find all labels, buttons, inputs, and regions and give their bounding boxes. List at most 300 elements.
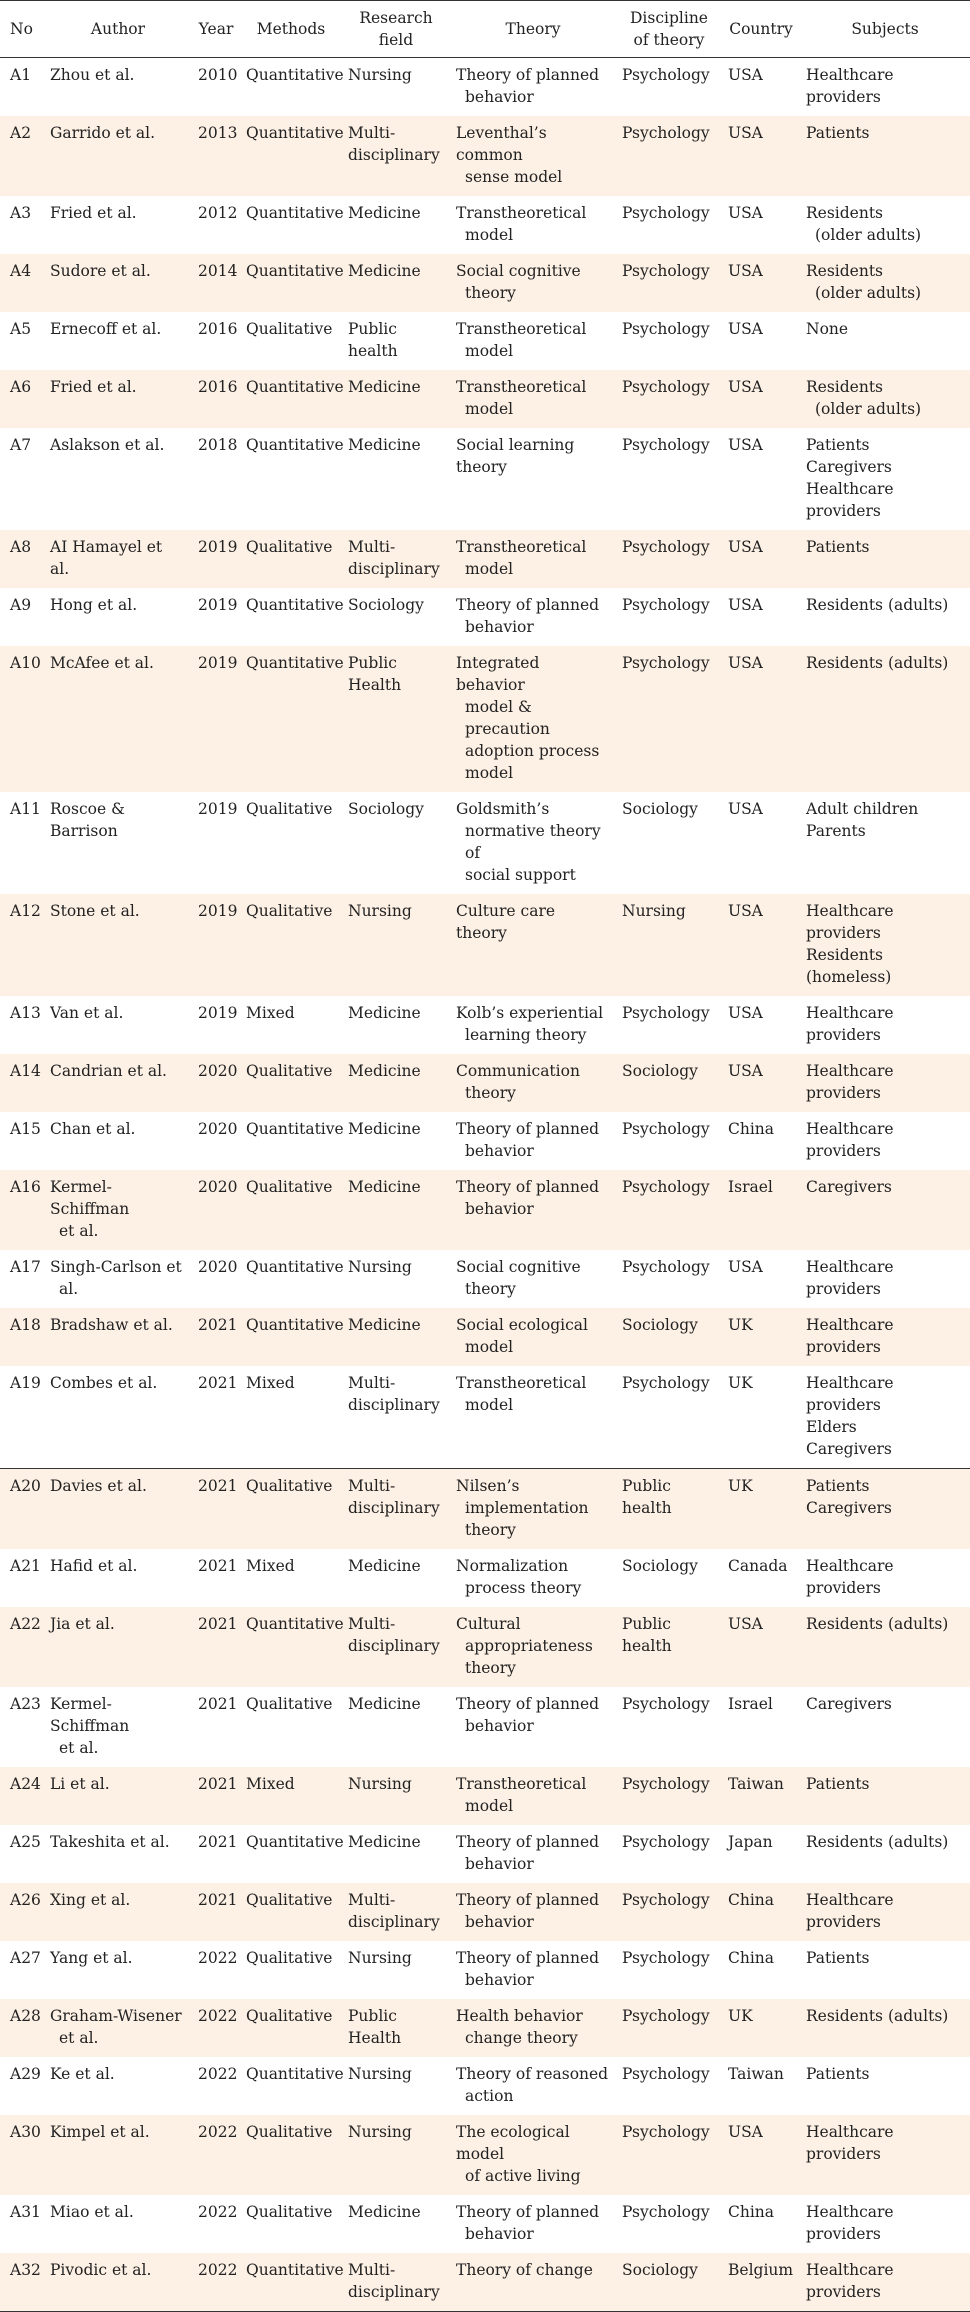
cell-research-field-line: Medicine (348, 1120, 421, 1138)
cell-research-field-line: Medicine (348, 204, 421, 222)
cell-subjects (800, 1366, 970, 1469)
cell-subjects-line: Healthcare providers (806, 1120, 894, 1160)
cell-theory-line: model (465, 226, 514, 244)
cell-year: 2020 (198, 1258, 238, 1276)
cell-discipline: Psychology (622, 596, 710, 614)
cell-author (44, 1941, 192, 1999)
cell-subjects-line: Parents (806, 822, 866, 840)
cell-methods: Qualitative (240, 530, 342, 588)
cell-research-field (342, 1469, 450, 1550)
cell-theory (450, 1469, 616, 1550)
cell-research-field-line: disciplinary (348, 1396, 440, 1414)
cell-research-field (342, 1549, 450, 1607)
cell-country: USA (728, 800, 763, 818)
cell-theory (450, 2057, 616, 2115)
cell-subjects-line: Healthcare providers (806, 2123, 894, 2163)
cell-theory-line: theory (465, 1280, 516, 1298)
cell-methods: Mixed (246, 1557, 295, 1575)
cell-author-line: Zhou et al. (50, 66, 135, 84)
cell-research-field (342, 530, 450, 588)
cell-subjects-line: Residents (homeless) (806, 946, 892, 986)
cell-research-field-line: Multi- (348, 538, 396, 556)
cell-methods: Mixed (240, 1767, 342, 1825)
cell-discipline: Psychology (616, 2115, 722, 2195)
cell-theory-line: model & precaution (465, 698, 550, 738)
cell-year: 2021 (198, 1695, 238, 1713)
cell-methods: Quantitative (246, 1833, 344, 1851)
cell-research-field-line: Medicine (348, 2203, 421, 2221)
cell-research-field-line: Public (348, 654, 397, 672)
cell-country: Israel (722, 1170, 800, 1250)
table-row (0, 58, 970, 117)
cell-research-field-line: Nursing (348, 1775, 412, 1793)
cell-author-line: Fried et al. (50, 378, 137, 396)
cell-subjects-line: Healthcare providers (806, 480, 894, 520)
cell-year: 2021 (192, 1469, 240, 1550)
cell-theory-line: The ecological model (456, 2123, 570, 2163)
cell-no: A5 (10, 320, 32, 338)
cell-theory-line: Transtheoretical (456, 320, 587, 338)
cell-year: 2021 (192, 1767, 240, 1825)
cell-theory-line: Transtheoretical (456, 204, 587, 222)
table-row (0, 1170, 970, 1250)
cell-discipline: Nursing (616, 894, 722, 996)
cell-subjects-line: Healthcare providers (806, 1258, 894, 1298)
cell-research-field (342, 996, 450, 1054)
cell-theory (450, 1883, 616, 1941)
cell-research-field (342, 2115, 450, 2195)
cell-no: A29 (10, 2065, 41, 2083)
cell-year: 2016 (198, 320, 238, 338)
cell-theory-line: Theory of planned (456, 2203, 600, 2221)
cell-subjects-line: Healthcare providers (806, 1374, 894, 1414)
cell-author-line: Pivodic et al. (50, 2261, 152, 2279)
table-body (0, 58, 970, 2312)
cell-discipline: Psychology (622, 1833, 710, 1851)
cell-subjects (800, 1549, 970, 1607)
cell-methods: Quantitative (240, 646, 342, 792)
cell-no: A18 (0, 1308, 44, 1366)
header-row (0, 1, 970, 58)
cell-subjects (800, 1687, 970, 1767)
header-discipline: Discipline of theory (616, 1, 722, 58)
cell-author (44, 2253, 192, 2312)
cell-no: A21 (10, 1557, 41, 1575)
cell-theory-line: model (465, 560, 514, 578)
cell-methods: Quantitative (240, 2253, 342, 2312)
cell-theory (450, 196, 616, 254)
cell-author-line: Stone et al. (50, 902, 140, 920)
cell-year: 2022 (198, 1949, 238, 1967)
cell-subjects (800, 1607, 970, 1687)
cell-research-field (342, 1308, 450, 1366)
cell-theory-line: Theory of planned (456, 1695, 600, 1713)
cell-research-field-line: Multi- (348, 1615, 396, 1633)
cell-discipline: Sociology (616, 2253, 722, 2312)
cell-no: A15 (10, 1120, 41, 1138)
cell-subjects (800, 792, 970, 894)
cell-theory-line: Transtheoretical (456, 378, 587, 396)
table-row (0, 588, 970, 646)
table-row (0, 428, 970, 530)
cell-methods: Qualitative (240, 1883, 342, 1941)
table-row (0, 196, 970, 254)
cell-research-field (342, 196, 450, 254)
cell-no: A4 (0, 254, 44, 312)
cell-methods: Qualitative (246, 1949, 333, 1967)
cell-author-line: Davies et al. (50, 1477, 147, 1495)
cell-theory-line: theory (465, 1084, 516, 1102)
cell-country: UK (722, 1469, 800, 1550)
cell-subjects (800, 588, 970, 646)
table-row (0, 116, 970, 196)
cell-author-line: Yang et al. (50, 1949, 133, 1967)
cell-discipline: Psychology (616, 1999, 722, 2057)
cell-country: Israel (728, 1695, 773, 1713)
cell-theory-line: Theory of planned (456, 596, 600, 614)
cell-discipline: Psychology (622, 66, 710, 84)
cell-subjects-line: Patients (806, 436, 870, 454)
cell-research-field-line: Health (348, 2029, 402, 2047)
cell-theory-line: behavior (465, 1200, 534, 1218)
cell-no: A23 (10, 1695, 41, 1713)
cell-discipline: Psychology (616, 370, 722, 428)
cell-theory-line: change theory (465, 2029, 578, 2047)
table-row (0, 1767, 970, 1825)
cell-year: 2022 (198, 2203, 238, 2221)
cell-no: A31 (10, 2203, 41, 2221)
cell-author (44, 792, 192, 894)
cell-subjects (800, 996, 970, 1054)
cell-country: USA (722, 1607, 800, 1687)
cell-year: 2016 (192, 370, 240, 428)
cell-discipline: Psychology (622, 436, 710, 454)
cell-theory-line: Goldsmith’s (456, 800, 550, 818)
cell-author-line: Roscoe & Barrison (50, 800, 125, 840)
table-row (0, 1308, 970, 1366)
cell-country: UK (722, 1999, 800, 2057)
table-row (0, 792, 970, 894)
cell-author-line: Ke et al. (50, 2065, 115, 2083)
cell-subjects (800, 312, 970, 370)
cell-research-field-line: Nursing (348, 66, 412, 84)
table-row (0, 1112, 970, 1170)
cell-theory (450, 370, 616, 428)
cell-theory-line: Theory of planned (456, 1891, 600, 1909)
cell-research-field (342, 2253, 450, 2312)
cell-discipline: Sociology (622, 800, 698, 818)
cell-subjects (800, 2057, 970, 2115)
cell-no: A11 (10, 800, 41, 818)
cell-subjects (800, 1825, 970, 1883)
cell-year: 2012 (198, 204, 238, 222)
cell-research-field-line: Multi- (348, 1891, 396, 1909)
cell-methods: Quantitative (240, 370, 342, 428)
cell-research-field-line: Medicine (348, 436, 421, 454)
table-row (0, 1825, 970, 1883)
cell-research-field (342, 1825, 450, 1883)
cell-theory (450, 116, 616, 196)
table-row (0, 2195, 970, 2253)
cell-subjects-line: Elders (806, 1418, 857, 1436)
cell-subjects-line: Healthcare providers (806, 2203, 894, 2243)
cell-theory (450, 530, 616, 588)
cell-country: China (728, 1949, 775, 1967)
cell-theory-line: behavior (465, 88, 534, 106)
cell-discipline: Sociology (622, 1557, 698, 1575)
cell-author (44, 1607, 192, 1687)
cell-country: Japan (728, 1833, 773, 1851)
cell-methods: Quantitative (246, 2065, 344, 2083)
cell-author-line: al. (59, 1280, 79, 1298)
cell-country: USA (728, 1258, 763, 1276)
cell-theory-line: sense model (465, 168, 563, 186)
cell-methods: Qualitative (240, 2115, 342, 2195)
cell-year: 2019 (198, 800, 238, 818)
table-row (0, 312, 970, 370)
cell-methods: Quantitative (240, 254, 342, 312)
cell-author-line: Takeshita et al. (50, 1833, 170, 1851)
cell-author (44, 1687, 192, 1767)
cell-theory-line: Integrated behavior (456, 654, 540, 694)
cell-author-line: Jia et al. (50, 1615, 115, 1633)
cell-discipline: Psychology (622, 1695, 710, 1713)
cell-methods: Quantitative (246, 436, 344, 454)
cell-author-line: Bradshaw et al. (50, 1316, 173, 1334)
cell-research-field-line: Nursing (348, 2065, 412, 2083)
cell-methods: Quantitative (240, 1607, 342, 1687)
cell-year: 2022 (192, 2115, 240, 2195)
cell-theory-line: Kolb’s experiential (456, 1004, 604, 1022)
table-row (0, 370, 970, 428)
cell-theory (450, 2115, 616, 2195)
cell-theory (450, 1549, 616, 1607)
cell-no: A12 (0, 894, 44, 996)
cell-author (44, 254, 192, 312)
cell-country: USA (728, 436, 763, 454)
cell-subjects (800, 1469, 970, 1550)
cell-theory (450, 1112, 616, 1170)
cell-theory (450, 1308, 616, 1366)
cell-theory-line: model (465, 342, 514, 360)
cell-country: China (728, 1120, 775, 1138)
table-row (0, 254, 970, 312)
cell-research-field-line: Nursing (348, 1949, 412, 1967)
cell-research-field-line: Multi- (348, 124, 396, 142)
cell-no: A32 (0, 2253, 44, 2312)
cell-theory-line: Normalization (456, 1557, 569, 1575)
cell-research-field-line: Nursing (348, 1258, 412, 1276)
cell-year: 2021 (192, 1308, 240, 1366)
cell-subjects-line: Healthcare providers (806, 1316, 894, 1356)
cell-theory (450, 1999, 616, 2057)
cell-subjects (800, 1883, 970, 1941)
cell-subjects (800, 1250, 970, 1308)
cell-country: USA (722, 1054, 800, 1112)
cell-country: USA (728, 596, 763, 614)
cell-research-field-line: Sociology (348, 800, 424, 818)
table-row (0, 1999, 970, 2057)
cell-no: A27 (10, 1949, 41, 1967)
cell-theory (450, 2195, 616, 2253)
cell-research-field (342, 254, 450, 312)
cell-no: A10 (0, 646, 44, 792)
cell-author-line: Xing et al. (50, 1891, 131, 1909)
cell-research-field-line: Public (348, 2007, 397, 2025)
cell-author (44, 2195, 192, 2253)
cell-subjects-line: Residents (adults) (806, 2007, 949, 2025)
cell-theory (450, 1687, 616, 1767)
cell-year: 2021 (192, 1607, 240, 1687)
cell-no: A20 (0, 1469, 44, 1550)
cell-research-field (342, 1054, 450, 1112)
cell-theory-line: model (465, 1797, 514, 1815)
cell-country: UK (728, 1374, 753, 1392)
cell-discipline: Psychology (622, 2065, 710, 2083)
cell-country: USA (728, 320, 763, 338)
cell-year: 2022 (192, 1999, 240, 2057)
cell-discipline: Sociology (616, 1054, 722, 1112)
cell-theory-line: action (465, 2087, 514, 2105)
cell-research-field (342, 1941, 450, 1999)
cell-theory (450, 1767, 616, 1825)
cell-theory (450, 996, 616, 1054)
cell-no: A25 (10, 1833, 41, 1851)
table-row (0, 1883, 970, 1941)
cell-research-field (342, 1607, 450, 1687)
cell-theory-line: Nilsen’s (456, 1477, 520, 1495)
cell-author (44, 1469, 192, 1550)
cell-author (44, 370, 192, 428)
cell-research-field (342, 1112, 450, 1170)
cell-subjects (800, 2195, 970, 2253)
cell-author-line: et al. (59, 1222, 99, 1240)
cell-subjects-line: Healthcare providers (806, 1062, 894, 1102)
cell-subjects (800, 370, 970, 428)
cell-author-line: Combes et al. (50, 1374, 158, 1392)
cell-country: USA (728, 1004, 763, 1022)
table-row (0, 2057, 970, 2115)
cell-year: 2020 (192, 1054, 240, 1112)
cell-year: 2022 (192, 2253, 240, 2312)
cell-year: 2020 (198, 1120, 238, 1138)
cell-research-field-line: Medicine (348, 378, 421, 396)
cell-subjects (800, 894, 970, 996)
cell-methods: Mixed (246, 1004, 295, 1022)
cell-theory (450, 1054, 616, 1112)
header-methods: Methods (240, 1, 342, 58)
cell-methods: Quantitative (240, 1308, 342, 1366)
cell-subjects-line: Residents (adults) (806, 654, 949, 672)
cell-author-line: Kermel-Schiffman (50, 1695, 130, 1735)
cell-author-line: Miao et al. (50, 2203, 134, 2221)
cell-theory (450, 1250, 616, 1308)
cell-author (44, 1825, 192, 1883)
cell-year: 2021 (198, 1374, 238, 1392)
cell-discipline: Psychology (622, 1949, 710, 1967)
cell-theory-line: implementation (465, 1499, 589, 1517)
cell-theory-line: Communication (456, 1062, 580, 1080)
header-country: Country (722, 1, 800, 58)
cell-theory-line: model (465, 764, 514, 782)
cell-theory-line: behavior (465, 1971, 534, 1989)
cell-year: 2019 (192, 530, 240, 588)
cell-subjects (800, 254, 970, 312)
cell-research-field-line: disciplinary (348, 1913, 440, 1931)
cell-country: USA (728, 66, 763, 84)
cell-author-line: Aslakson et al. (50, 436, 165, 454)
cell-research-field-line: Health (348, 676, 402, 694)
cell-author-line: Chan et al. (50, 1120, 136, 1138)
cell-theory-line: Theory of planned (456, 1949, 600, 1967)
cell-theory-line: behavior (465, 1142, 534, 1160)
cell-subjects (800, 646, 970, 792)
cell-subjects (800, 1170, 970, 1250)
cell-author (44, 1767, 192, 1825)
cell-discipline: Psychology (616, 530, 722, 588)
cell-author (44, 1549, 192, 1607)
cell-theory-line: Social cognitive (456, 262, 581, 280)
cell-year: 2018 (198, 436, 238, 454)
cell-country: China (722, 1883, 800, 1941)
cell-theory-line: Theory of planned (456, 1120, 600, 1138)
cell-research-field-line: Medicine (348, 1062, 421, 1080)
cell-author-line: Kimpel et al. (50, 2123, 150, 2141)
cell-author (44, 530, 192, 588)
cell-methods: Quantitative (240, 116, 342, 196)
cell-discipline: Public health (616, 1607, 722, 1687)
cell-research-field (342, 312, 450, 370)
cell-author (44, 1883, 192, 1941)
cell-author (44, 312, 192, 370)
cell-theory-line: theory (465, 284, 516, 302)
cell-no: A14 (0, 1054, 44, 1112)
cell-author (44, 428, 192, 530)
table-row (0, 1054, 970, 1112)
cell-author (44, 2057, 192, 2115)
cell-research-field (342, 1170, 450, 1250)
cell-year: 2022 (198, 2065, 238, 2083)
cell-theory (450, 58, 616, 117)
cell-discipline: Psychology (616, 1170, 722, 1250)
table-row (0, 1607, 970, 1687)
cell-research-field (342, 1883, 450, 1941)
cell-methods: Quantitative (246, 204, 344, 222)
cell-theory-line: model (465, 1396, 514, 1414)
cell-author-line: Van et al. (50, 1004, 124, 1022)
cell-subjects-line: None (806, 320, 849, 338)
cell-theory-line: learning theory (465, 1026, 587, 1044)
cell-subjects (800, 1941, 970, 1999)
cell-theory-line: Social cognitive (456, 1258, 581, 1276)
cell-research-field (342, 792, 450, 894)
cell-research-field (342, 2057, 450, 2115)
cell-subjects-line: (older adults) (815, 400, 922, 418)
cell-no: A7 (10, 436, 32, 454)
table-header (0, 1, 970, 58)
cell-subjects-line: Patients (806, 1477, 870, 1495)
cell-year: 2019 (192, 894, 240, 996)
cell-author (44, 1366, 192, 1469)
cell-subjects-line: Residents (806, 378, 884, 396)
cell-research-field-line: Nursing (348, 2123, 412, 2141)
cell-research-field (342, 1250, 450, 1308)
cell-research-field (342, 1366, 450, 1469)
cell-subjects (800, 116, 970, 196)
cell-country: UK (722, 1308, 800, 1366)
cell-methods: Qualitative (240, 894, 342, 996)
table-row (0, 530, 970, 588)
